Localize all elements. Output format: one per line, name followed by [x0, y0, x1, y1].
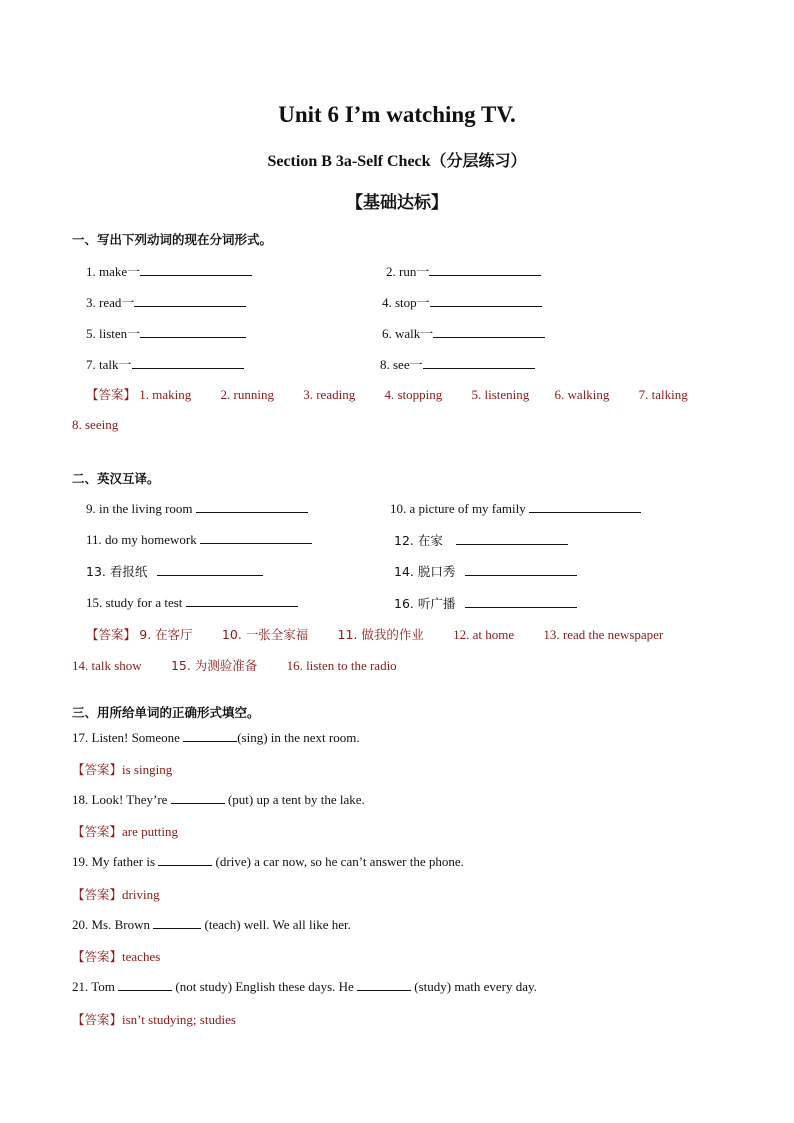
answer-item: 13. read the newspaper [543, 627, 664, 642]
part1-item-3: 3. read一 [86, 292, 246, 311]
part2-item-15: 15. study for a test [86, 594, 298, 611]
part2-heading: 二、英汉互译。 [72, 471, 160, 486]
answer-item: 2. running [220, 387, 274, 402]
part2-item-14: 14. 脱口秀 [394, 562, 577, 580]
answer-item: 7. talking [638, 387, 688, 402]
question-19: 19. My father is (drive) a car now, so he can’t answer the phone. [72, 854, 464, 869]
answer-item: 11. 做我的作业 [337, 627, 424, 642]
answer-item: 3. reading [303, 387, 356, 402]
answer-item: 14. talk show [72, 658, 142, 673]
level-label: 【基础达标】 [346, 193, 448, 213]
answer-20: 【答案】teaches [72, 949, 161, 964]
part1-item-8: 8. see一 [380, 354, 535, 373]
part1-answer-line: 【答案】 1. making 2. running 3. reading 4. stopping 5. listening 6. walking 7. talking [86, 387, 688, 402]
answer-item: 5. listening [471, 387, 530, 402]
part1-item-1: 1. make一 [86, 261, 252, 280]
part2-item-11: 11. do my homework [86, 531, 312, 548]
question-18: 18. Look! They’re (put) up a tent by the lake. [72, 792, 365, 807]
part2-answer-line-2 [72, 656, 397, 674]
part2-answer-line: 【答案】 9. 在客厅 10. 一张全家福 11. 做我的作业 12. at home 13. read the newspaper [86, 627, 664, 642]
part1-item-5: 5. listen一 [86, 323, 246, 342]
answer-item: 6. walking [554, 387, 610, 402]
answer-item: 10. 一张全家福 [221, 627, 309, 642]
answer-item: 1. making [139, 387, 192, 402]
part2-item-12: 12. 在家 [394, 531, 568, 549]
question-21: 21. Tom (not study) English these days. He (study) math every day. [72, 979, 537, 994]
part2-item-13: 13. 看报纸 [86, 562, 263, 580]
part1-heading: 一、写出下列动词的现在分词形式。 [72, 232, 273, 247]
part1-item-2: 2. run一 [386, 261, 541, 280]
part2-item-9: 9. in the living room [86, 500, 308, 517]
answer-21: 【答案】isn’t studying; studies [72, 1012, 236, 1027]
part2-item-16: 16. 听广播 [394, 594, 577, 612]
answer-18: 【答案】are putting [72, 824, 178, 839]
question-20: 20. Ms. Brown (teach) well. We all like her. [72, 917, 351, 932]
part3-heading: 三、用所给单词的正确形式填空。 [72, 705, 260, 720]
answer-item: 16. listen to the radio [286, 658, 397, 673]
part2-item-10: 10. a picture of my family [390, 500, 641, 517]
answer-17: 【答案】is singing [72, 762, 173, 777]
question-17: 17. Listen! Someone (sing) in the next room. [72, 730, 360, 745]
answer-19: 【答案】driving [72, 887, 160, 902]
part1-item-6: 6. walk一 [382, 323, 545, 342]
page-title: Unit 6 I’m watching TV. [278, 102, 516, 127]
part1-item-7: 7. talk一 [86, 354, 244, 373]
answer-item: 15. 为测验准备 [170, 658, 258, 673]
section-subtitle: Section B 3a-Self Check（分层练习） [267, 153, 527, 170]
answer-item: 9. 在客厅 [139, 627, 193, 642]
part1-item-4: 4. stop一 [382, 292, 542, 311]
answer-item: 12. at home [453, 627, 515, 642]
answer-item: 4. stopping [384, 387, 443, 402]
part1-answer-8: 8. seeing [72, 417, 119, 432]
